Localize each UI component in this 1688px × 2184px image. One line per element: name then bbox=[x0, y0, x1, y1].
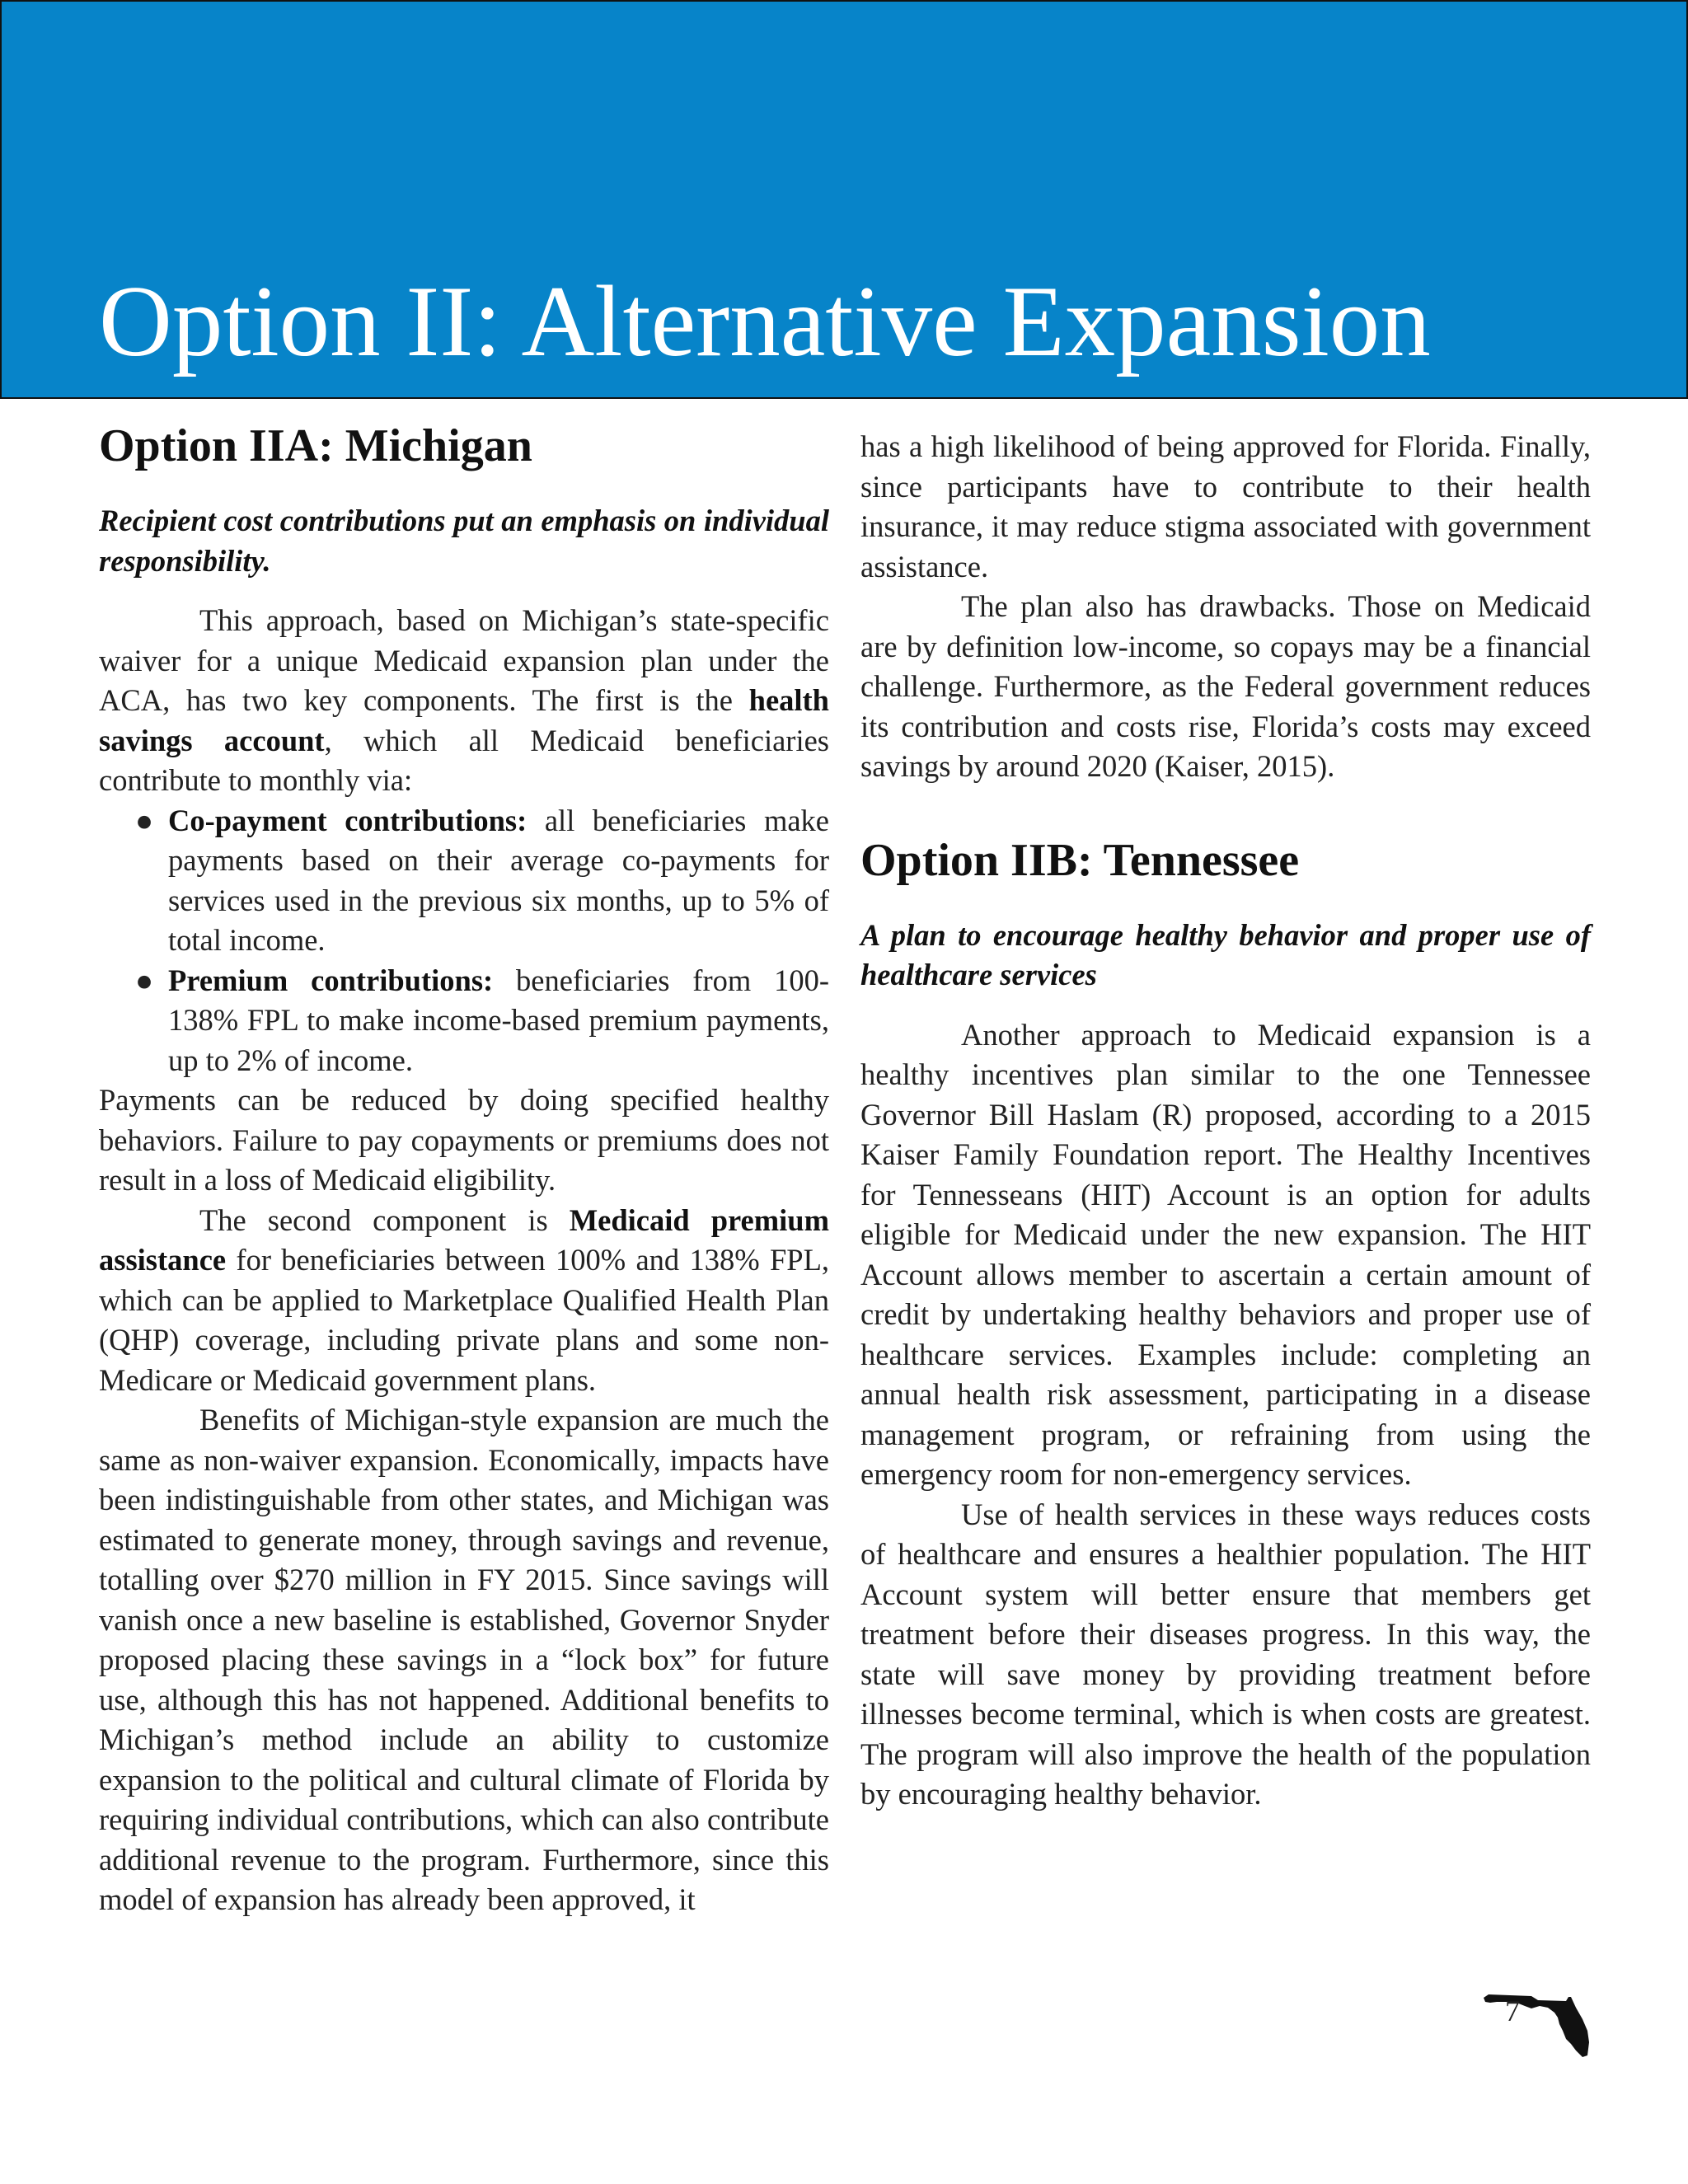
michigan-p1-text-b: , which all Medicaid beneficiaries contribute to monthly via: bbox=[99, 723, 829, 797]
florida-state-icon bbox=[1484, 1993, 1591, 2059]
section-heading-michigan: Option IIA: Michigan bbox=[99, 420, 532, 471]
michigan-p3-text-b: for beneficiaries between 100% and 138% FPL, which can be applied to Marketplace Qualified Health Plan (QHP) coverage, including private plans and some non-Medicare or Medicaid government plans. bbox=[99, 1243, 829, 1397]
michigan-p3-bold: Medicaid premium assistance bbox=[99, 1202, 829, 1277]
bullet-icon: ● bbox=[135, 803, 154, 837]
list-item-bold: Co-payment contributions: bbox=[168, 803, 528, 837]
list-item-text: all beneficiaries make payments based on their average co-payments for services used in the previous six months, up to 5% of total income. bbox=[168, 803, 829, 957]
page-title: Option II: Alternative Expansion bbox=[99, 265, 1431, 377]
section-heading-tennessee: Option IIB: Tennessee bbox=[860, 834, 1300, 886]
michigan-tagline: Recipient cost contributions put an emphasis on individual responsibility. bbox=[99, 504, 829, 578]
page-number: 7 bbox=[1505, 1994, 1520, 2027]
michigan-paragraph-2: Payments can be reduced by doing specified healthy behaviors. Failure to pay copayments or premiums does not result in a loss of Medicaid eligibility. bbox=[99, 1083, 829, 1197]
michigan-paragraph-4: Benefits of Michigan-style expansion are much the same as non-waiver expansion. Economically, impacts have been indistinguishable from other states, and Michigan was estimated to generate money, through savings and revenue, totalling over $270 million in FY 2015. Since savings will vanish once a new baseline is established, Governor Snyder proposed placing these savings in a “lock box” for future use, although this has not happened. Additional benefits to Michigan’s method include an ability to customize expansion to the political and cultural climate of Florida by requiring individual contributions, which can also contribute additional revenue to the program. Furthermore, since this model of expansion has already been approved, it bbox=[99, 1403, 829, 1916]
michigan-paragraph-5: has a high likelihood of being approved for Florida. Finally, since participants have to contribute to their health insurance, it may reduce stigma associated with government assistance. bbox=[860, 429, 1591, 583]
list-item-copayment bbox=[99, 801, 829, 961]
bullet-icon: ● bbox=[135, 963, 154, 997]
contribution-list bbox=[99, 801, 829, 1081]
title-banner bbox=[0, 0, 1688, 399]
list-item-text: beneficiaries from 100-138% FPL to make income-based premium payments, up to 2% of income. bbox=[168, 963, 830, 1077]
list-item-bold: Premium contributions: bbox=[168, 963, 494, 997]
tennessee-paragraph-2: Use of health services in these ways reduces costs of healthcare and ensures a healthier population. The HIT Account system will better ensure that members get treatment before their diseases progress. In this way, the state will save money by providing treatment before illnesses become terminal, which is when costs are greatest. The program will also improve the health of the population by encouraging healthy behavior. bbox=[860, 1497, 1591, 1811]
michigan-p3-text-a: The second component is bbox=[199, 1202, 570, 1237]
tennessee-paragraph-1: Another approach to Medicaid expansion is a healthy incentives plan similar to the one Tennessee Governor Bill Haslam (R) proposed, according to a 2015 Kaiser Family Foundation report. The Healthy Incentives for Tennesseans (HIT) Account is an option for adults eligible for Medicaid under the new expansion. The HIT Account allows member to ascertain a certain amount of credit by undertaking healthy behaviors and proper use of healthcare services. Examples include: completing an annual health risk assessment, participating in a disease management program, or refraining from using the emergency room for non-emergency services. bbox=[860, 1017, 1591, 1491]
michigan-p1-bold: health savings account bbox=[99, 683, 829, 757]
left-column bbox=[99, 419, 829, 1920]
michigan-p1-text-a: This approach, based on Michigan’s state-specific waiver for a unique Medicaid expansion plan under the ACA, has two key components. The first is the bbox=[99, 603, 829, 717]
michigan-paragraph-3 bbox=[99, 1201, 829, 1401]
michigan-paragraph-1 bbox=[99, 601, 829, 801]
list-item-premium bbox=[99, 961, 829, 1081]
tennessee-tagline: A plan to encourage healthy behavior and proper use of healthcare services bbox=[860, 917, 1591, 991]
section-spacer bbox=[860, 787, 1591, 833]
michigan-paragraph-6: The plan also has drawbacks. Those on Medicaid are by definition low-income, so copays may be a financial challenge. Furthermore, as the Federal government reduces its contribution and costs rise, Florida’s costs may exceed savings by around 2020 (Kaiser, 2015). bbox=[860, 589, 1591, 783]
right-column bbox=[860, 427, 1591, 1815]
